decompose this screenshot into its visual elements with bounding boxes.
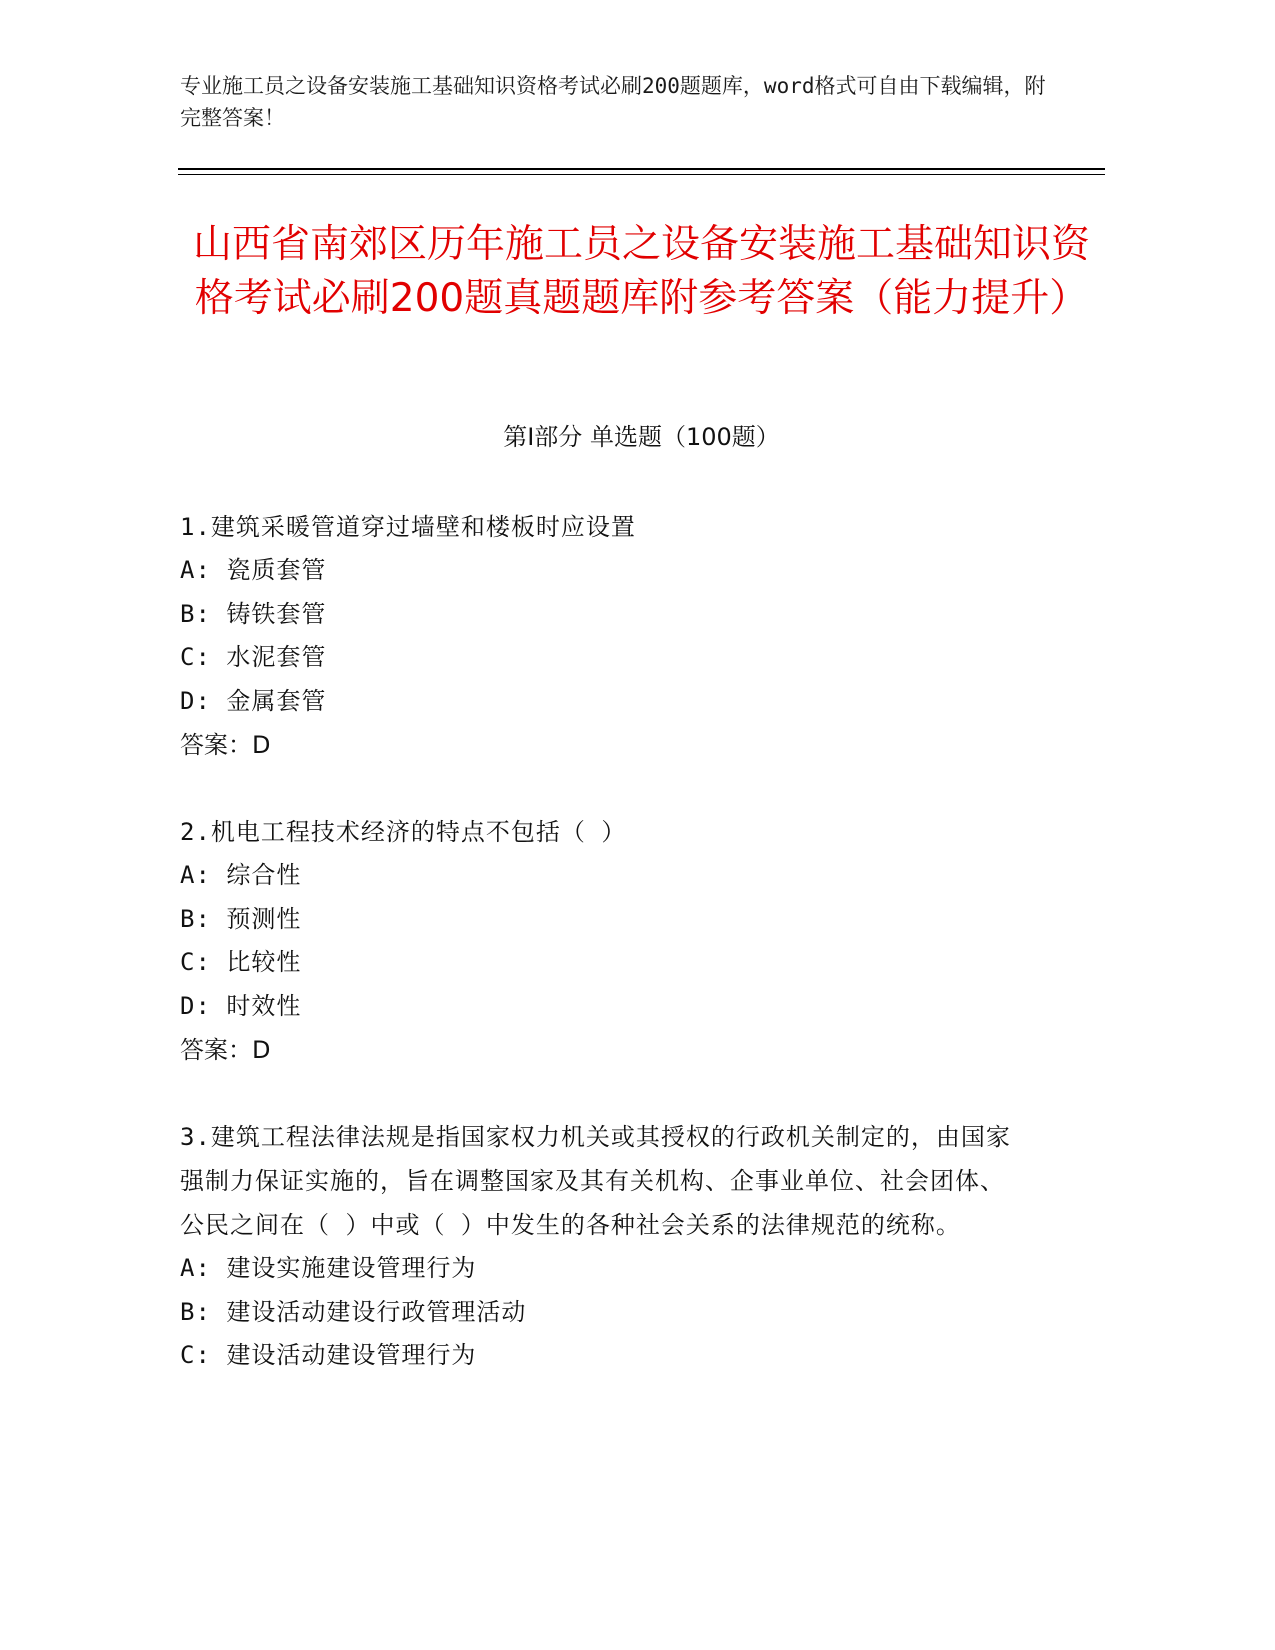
option-c: C: 建设活动建设管理行为 [180, 1341, 477, 1369]
header-note: 专业施工员之设备安装施工基础知识资格考试必刷200题题库，word格式可自由下载编辑，附完整答案！ [180, 74, 1046, 130]
header-divider-thick [178, 168, 1105, 170]
option-c: C: 比较性 [180, 948, 302, 976]
option-a: A: 瓷质套管 [180, 556, 327, 584]
question-1 [180, 505, 1020, 767]
document-title: 山西省南郊区历年施工员之设备安装施工基础知识资格考试必刷200题真题题库附参考答案（能力提升） [192, 222, 1090, 321]
question-2 [180, 810, 1020, 1072]
question-3 [180, 1115, 1020, 1378]
option-d: D: 金属套管 [180, 686, 327, 715]
question-list [180, 505, 1020, 1421]
question-stem: 2.机电工程技术经济的特点不包括（ ） [180, 818, 627, 846]
question-stem: 1.建筑采暖管道穿过墙壁和楼板时应设置 [180, 513, 636, 541]
option-b: B: 预测性 [180, 904, 302, 933]
answer: 答案：D [180, 731, 271, 759]
option-a: A: 综合性 [180, 861, 302, 889]
option-d: D: 时效性 [180, 991, 302, 1020]
header-divider-thin [178, 174, 1105, 175]
option-b: B: 建设活动建设行政管理活动 [180, 1297, 527, 1326]
question-stem: 3.建筑工程法律法规是指国家权力机关或其授权的行政机关制定的，由国家强制力保证实施的，旨在调整国家及其有关机构、企事业单位、社会团体、公民之间在（ ）中或（ ）中发生的各种社会关系的法律规范的统称。 [180, 1123, 1011, 1239]
section-heading: 第Ⅰ部分 单选题（100题） [503, 423, 780, 451]
option-b: B: 铸铁套管 [180, 599, 327, 628]
option-c: C: 水泥套管 [180, 643, 327, 671]
answer: 答案：D [180, 1036, 271, 1064]
option-a: A: 建设实施建设管理行为 [180, 1254, 477, 1282]
